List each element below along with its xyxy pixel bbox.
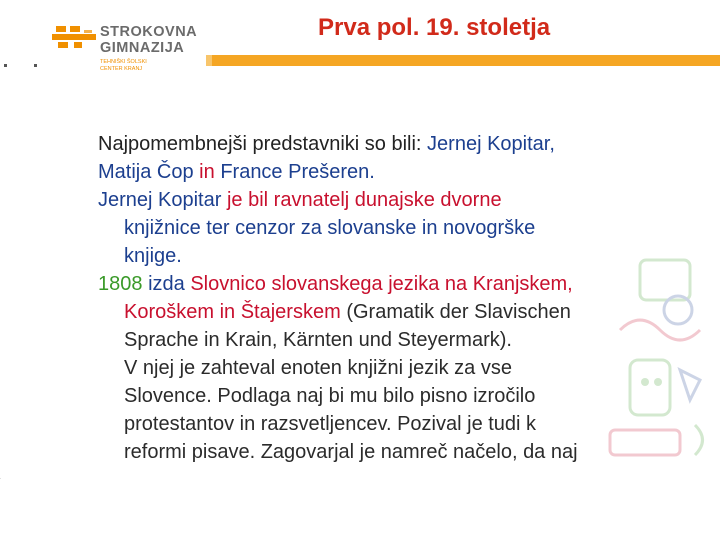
school-logo bbox=[52, 22, 202, 82]
logo-line-2: GIMNAZIJA bbox=[100, 40, 185, 56]
school-logo-mark-icon bbox=[52, 26, 96, 52]
corner-dot bbox=[34, 64, 37, 67]
paragraph-4-line-4: V njej je zahteval enoten knjižni jezik za vse bbox=[124, 357, 512, 379]
paragraph-2 bbox=[98, 158, 698, 186]
paragraph-4-line-3: Sprache in Krain, Kärnten und Steyermark). bbox=[124, 329, 512, 351]
p4-grammar-title: Slovnico slovanskega jezika na Kranjskem, bbox=[190, 273, 573, 295]
p1-text: Najpomembnejši predstavniki so bili: bbox=[98, 133, 422, 155]
paragraph-4-line-2 bbox=[98, 298, 698, 326]
paragraph-4 bbox=[98, 270, 698, 298]
corner-dot bbox=[4, 64, 7, 67]
paragraph-1 bbox=[98, 130, 698, 158]
p2-name-cop: Matija Čop bbox=[98, 161, 194, 183]
slide-body bbox=[98, 130, 698, 466]
p4-regions: Koroškem in Štajerskem bbox=[124, 301, 341, 323]
paragraph-3-line-2: knjižnice ter cenzor za slovanske in novogrške bbox=[124, 217, 536, 239]
p2-conjunction: in bbox=[199, 161, 215, 183]
logo-subtitle-2: CENTER KRANJ bbox=[100, 66, 143, 72]
paragraph-3 bbox=[98, 186, 698, 214]
side-copyright bbox=[0, 472, 1, 503]
p2-name-preseren: France Prešeren. bbox=[220, 161, 375, 183]
paragraph-4-line-7: reformi pisave. Zagovarjal je namreč načelo, da naj bbox=[124, 441, 578, 463]
paragraph-4-line-5: Slovence. Podlaga naj bi mu bilo pisno izročilo bbox=[124, 385, 536, 407]
p4-german-title: (Gramatik der Slavischen bbox=[346, 301, 571, 323]
logo-subtitle-1: TEHNIŠKI ŠOLSKI bbox=[100, 59, 147, 65]
paragraph-4-line-6: protestantov in razsvetljencev. Pozival je tudi k bbox=[124, 413, 537, 435]
p4-year: 1808 bbox=[98, 273, 143, 295]
p3-text: je bil ravnatelj dunajske dvorne bbox=[226, 189, 502, 211]
header-bar bbox=[212, 55, 720, 66]
logo-line-1: STROKOVNA bbox=[100, 24, 198, 40]
paragraph-3-line-3: knjige. bbox=[124, 245, 182, 267]
p3-name: Jernej Kopitar bbox=[98, 189, 222, 211]
p4-verb: izda bbox=[148, 273, 185, 295]
p1-name: Jernej Kopitar, bbox=[427, 133, 555, 155]
slide-title: Prva pol. 19. stoletja bbox=[318, 14, 551, 41]
